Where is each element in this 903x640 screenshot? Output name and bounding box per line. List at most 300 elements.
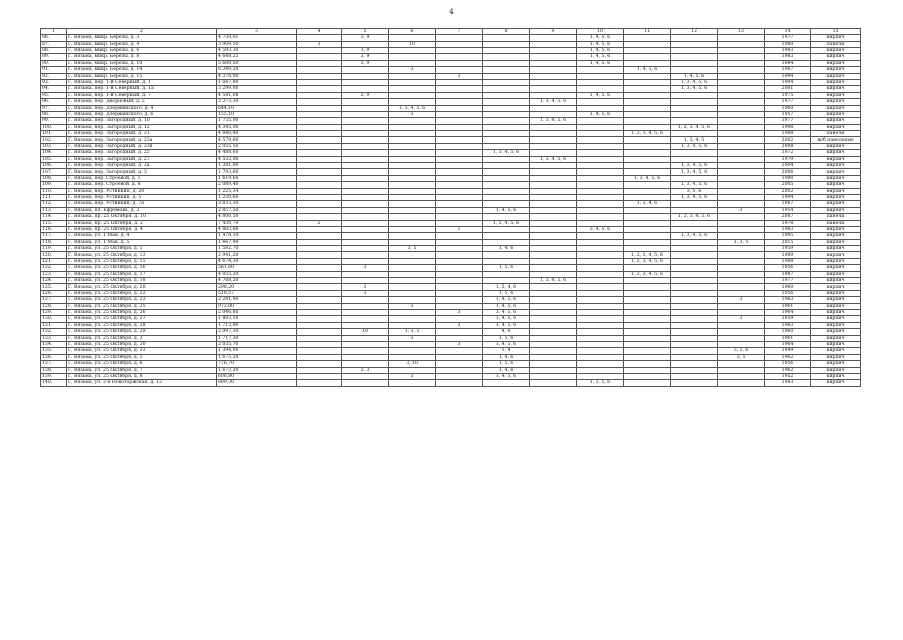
table-cell: 298,20 <box>217 284 297 290</box>
table-cell: 3, 9 <box>342 54 389 60</box>
table-cell: Г. Вязьма, пер. 1-й Северный, д. 1 <box>67 79 217 85</box>
table-cell: Г. Вязьма, пер. 1-й Северный, д. 7 <box>67 92 217 98</box>
table-cell: 1963 <box>765 322 811 328</box>
table-cell: 10 <box>389 41 436 47</box>
table-cell: 114. <box>41 214 67 220</box>
table-cell: Г. Вязьма, пер. Дзержинского, д. 4 <box>67 105 217 111</box>
table-cell: Г. Вязьма, пл. Ефремова, д. 3 <box>67 207 217 213</box>
table-cell: 1964 <box>765 310 811 316</box>
table-cell: 108. <box>41 175 67 181</box>
table-cell: кирпич <box>811 239 861 245</box>
table-cell: 115. <box>41 220 67 226</box>
table-cell: 4 648,25 <box>217 54 297 60</box>
table-cell: 1994 <box>765 194 811 200</box>
table-cell: 1, 3, 5, 6 <box>577 380 624 386</box>
table-cell: 3 <box>718 207 765 213</box>
table-cell: 1, 3, 4, 5, 6 <box>389 105 436 111</box>
table-cell: кирпич <box>811 73 861 79</box>
table-cell: Г. Вязьма, пер. Устинкин, д. 5 <box>67 194 217 200</box>
table-cell: 1998 <box>765 124 811 130</box>
table-cell: 3 <box>389 303 436 309</box>
table-cell: кирпич <box>811 246 861 252</box>
table-cell: 1 225,34 <box>217 188 297 194</box>
table-cell: 101. <box>41 131 67 137</box>
table-cell: 1977 <box>765 99 811 105</box>
table-cell: Г. Вязьма, пер. Загородный, д. 27 <box>67 156 217 162</box>
table-cell: кирпич <box>811 290 861 296</box>
table-cell: 1, 4 <box>483 348 530 354</box>
table-cell: Г. Вязьма, пр. 25 Октября, д. 4 <box>67 226 217 232</box>
table-cell <box>530 380 577 386</box>
table-cell: 3 373,30 <box>217 99 297 105</box>
table-cell: 135. <box>41 348 67 354</box>
table-cell: 86. <box>41 35 67 41</box>
table-cell <box>718 380 765 386</box>
table-cell <box>436 380 483 386</box>
table-cell: 3, 5, 6 <box>671 188 718 194</box>
table-cell: 2002 <box>765 188 811 194</box>
table-cell: 1988 <box>765 131 811 137</box>
table-cell: 2015 <box>765 239 811 245</box>
table-cell: 608,80 <box>217 373 297 379</box>
table-cell: 1959 <box>765 246 811 252</box>
table-cell: кирпич <box>811 297 861 303</box>
table-cell: кирпич <box>811 361 861 367</box>
table-cell: 776,70 <box>217 361 297 367</box>
table-cell: 105. <box>41 156 67 162</box>
table-cell: Г. Вязьма, ул. 25 Октября, д. 22 <box>67 290 217 296</box>
table-cell: 126. <box>41 290 67 296</box>
table-cell: панели <box>811 220 861 226</box>
table-cell: 1949 <box>765 348 811 354</box>
table-cell <box>342 380 389 386</box>
table-cell: 1, 4, 5, 6 <box>483 297 530 303</box>
table-cell: 1 667,90 <box>217 239 297 245</box>
table-cell: кирпич <box>811 92 861 98</box>
table-cell: 113. <box>41 207 67 213</box>
table-cell: кирпич <box>811 316 861 322</box>
table-cell: 1, 4, 5, 6 <box>483 303 530 309</box>
header-cell: 13 <box>718 29 765 35</box>
table-cell: Г. Вязьма, пр. 25 Октября, д. 10 <box>67 214 217 220</box>
table-cell: 93. <box>41 79 67 85</box>
table-cell: 2005 <box>765 182 811 188</box>
table-cell: 1, 4, 6 <box>483 246 530 252</box>
table-cell: 3, 9 <box>342 92 389 98</box>
table-cell: Г. Вязьма, пер. Загородный, д. 23а <box>67 137 217 143</box>
table-cell: 127. <box>41 297 67 303</box>
table-cell: 1984 <box>765 60 811 66</box>
table-cell: Г. Вязьма, ул. 2-я Новоторжская, д. 12 <box>67 380 217 386</box>
table-cell: 1995 <box>765 233 811 239</box>
table-cell: кирпич <box>811 354 861 360</box>
header-cell: 12 <box>671 29 718 35</box>
table-cell: панели <box>811 214 861 220</box>
table-cell: кирпич <box>811 341 861 347</box>
table-cell: 3 <box>389 67 436 73</box>
table-cell: кирпич <box>811 284 861 290</box>
table-cell: 3, 9 <box>342 47 389 53</box>
table-cell: кирпич <box>811 335 861 341</box>
table-cell: Г. Вязьма, ул. 25 Октября, д. 7 <box>67 367 217 373</box>
table-cell: кирпич <box>811 258 861 264</box>
table-cell: кирпич <box>811 79 861 85</box>
table-cell <box>483 380 530 386</box>
table-cell: 102. <box>41 137 67 143</box>
table-cell: 1983 <box>765 54 811 60</box>
table-cell: 111. <box>41 194 67 200</box>
table-cell: 1, 3, 4, 5, 6 <box>671 143 718 149</box>
table-cell: 2 055,50 <box>217 143 297 149</box>
table-cell: 2 857,50 <box>217 207 297 213</box>
table-cell: 3 <box>389 111 436 117</box>
table-cell: 1, 3, 4, 5, 6 <box>671 233 718 239</box>
table-cell: 1979 <box>765 156 811 162</box>
table-cell: 1, 2, 3, 4, 5, 6 <box>671 124 718 130</box>
table-cell: кирпич <box>811 233 861 239</box>
table-cell: 116. <box>41 226 67 232</box>
table-cell: Г. Вязьма, ул. 25 Октября, д. 28 <box>67 322 217 328</box>
table-cell: 3 <box>297 41 342 47</box>
table-cell: 132. <box>41 329 67 335</box>
table-cell: кирпич <box>811 188 861 194</box>
table-cell: 125. <box>41 284 67 290</box>
table-cell: 1987 <box>765 201 811 207</box>
table-cell: Г. Вязьма, ул. 25 Октября, д. 26 <box>67 310 217 316</box>
table-cell: Г. Вязьма, ул. 25 Октября, д. 25 <box>67 303 217 309</box>
table-cell: 3 <box>389 373 436 379</box>
table-cell <box>624 380 671 386</box>
table-cell: Г. Вязьма, пер. Загородный, д. 21 <box>67 131 217 137</box>
table-cell: 92. <box>41 73 67 79</box>
table-cell: 109. <box>41 182 67 188</box>
table-cell: 3 <box>718 316 765 322</box>
table-cell: 2007 <box>765 214 811 220</box>
table-cell: 1956 <box>765 265 811 271</box>
table-cell: 1963 <box>765 297 811 303</box>
table-cell: 103. <box>41 143 67 149</box>
table-cell: 100. <box>41 124 67 130</box>
table-cell: 3, 5, 6 <box>718 348 765 354</box>
table-cell: 4 730,01 <box>217 35 297 41</box>
table-cell: Г. Вязьма, ул. 25 Октября, д. 13 <box>67 252 217 258</box>
table-cell: 3 <box>342 290 389 296</box>
table-cell: Г. Вязьма, пер. 1-й Северный, д. 1а <box>67 86 217 92</box>
table-cell: Г. Вязьма, микр. Березы, д. 15 <box>67 73 217 79</box>
table-cell: 4 488,60 <box>217 150 297 156</box>
table-cell: 121. <box>41 258 67 264</box>
table-cell: 138. <box>41 367 67 373</box>
table-cell: Г. Вязьма, пер. Загородный, д. 25 <box>67 150 217 156</box>
table-cell: кирпич <box>811 252 861 258</box>
housing-table <box>40 28 861 387</box>
table-cell: 3 909,50 <box>217 41 297 47</box>
table-cell: 1956 <box>765 290 811 296</box>
table-cell: 1983 <box>765 226 811 232</box>
table-cell: 644,10 <box>217 105 297 111</box>
table-cell: 117. <box>41 233 67 239</box>
table-cell: 1 582,70 <box>217 246 297 252</box>
table-cell: 1, 4, 5, 6 <box>671 73 718 79</box>
table-cell: 1, 4, 5, 6 <box>483 373 530 379</box>
table-cell: 8 349,20 <box>217 67 297 73</box>
table-cell: Г. Вязьма, пер. Загородный, д. 3 <box>67 169 217 175</box>
header-cell: 11 <box>624 29 671 35</box>
table-cell: 1 220,60 <box>217 194 297 200</box>
header-cell: 8 <box>483 29 530 35</box>
header-cell: 1 <box>41 29 67 35</box>
table-cell: кирпич <box>811 271 861 277</box>
table-cell: 2008 <box>765 143 811 149</box>
table-cell: 91. <box>41 67 67 73</box>
table-cell: 1994 <box>765 73 811 79</box>
table-cell: Г. Вязьма, ул. 25 Октября, д. 27 <box>67 316 217 322</box>
table-cell: Г. Вязьма, пер. Дзержинского, д. 6 <box>67 111 217 117</box>
table-cell: 4 345,00 <box>217 124 297 130</box>
table-cell: 1954 <box>765 207 811 213</box>
table-cell: кирпич <box>811 182 861 188</box>
table-cell: 4 532,00 <box>217 156 297 162</box>
table-cell: 124. <box>41 278 67 284</box>
table-cell: 1, 3, 5 <box>718 239 765 245</box>
table-cell: кирпич <box>811 35 861 41</box>
table-cell: Г. Вязьма, ул. 25 Октября, д. 3 <box>67 335 217 341</box>
table-cell: 3 <box>389 335 436 341</box>
table-cell: 1, 3, 4, 5, 6 <box>671 194 718 200</box>
table-cell: 2001 <box>765 86 811 92</box>
table-cell: кирпич <box>811 310 861 316</box>
table-cell: 1960 <box>765 284 811 290</box>
table-cell: кирпич <box>811 124 861 130</box>
table-cell: 1, 4, 5, 6 <box>483 316 530 322</box>
table-cell: 133. <box>41 335 67 341</box>
table-cell: 1, 3, 4, 5, 6 <box>624 175 671 181</box>
header-cell: 2 <box>67 29 217 35</box>
table-cell: кирпич <box>811 99 861 105</box>
table-cell: 4 579,60 <box>217 137 297 143</box>
table-cell: 4, 6 <box>483 329 530 335</box>
table-cell: 2 <box>297 220 342 226</box>
table-cell: Г. Вязьма, ул. 25 Октября, д. 6 <box>67 361 217 367</box>
table-cell: кирпич <box>811 54 861 60</box>
table-cell: 1 803,10 <box>217 316 297 322</box>
table-cell: 1988 <box>765 258 811 264</box>
table-cell: 1962 <box>765 354 811 360</box>
table-cell: 1960 <box>765 105 811 111</box>
table-cell: 1961 <box>765 303 811 309</box>
table-cell: Г. Вязьма, ул. 25 Октября, д. 17 <box>67 271 217 277</box>
header-cell: 6 <box>389 29 436 35</box>
table-cell: 1, 4, 6 <box>483 367 530 373</box>
table-cell: Г. Вязьма, ул. 25 Октября, д. 8 <box>67 373 217 379</box>
table-cell: 4 378,00 <box>217 73 297 79</box>
table-cell: 107. <box>41 169 67 175</box>
table-cell: 1957 <box>765 111 811 117</box>
table-cell: 1 478,10 <box>217 233 297 239</box>
table-cell: кирпич <box>811 201 861 207</box>
table-cell: 1, 4, 5, 6 <box>624 67 671 73</box>
table-cell: 2006 <box>765 169 811 175</box>
table-cell: 1, 4, 5, 6 <box>577 92 624 98</box>
table-cell: кирпич <box>811 143 861 149</box>
table-cell: 1952 <box>765 373 811 379</box>
table-cell: 1, 3, 4, 6 <box>624 201 671 207</box>
table-cell: 1 381,00 <box>217 163 297 169</box>
table-cell: 2 035,70 <box>217 341 297 347</box>
table-cell: 87. <box>41 41 67 47</box>
table-cell: 4 593,30 <box>217 47 297 53</box>
table-cell: 3 <box>436 341 483 347</box>
table-cell: 1, 2, 3, 4, 5, 6 <box>624 271 671 277</box>
table-cell: 1, 2, 3, 4, 5, 6 <box>624 131 671 137</box>
table-cell: 1987 <box>765 271 811 277</box>
table-cell: 1 735,00 <box>217 118 297 124</box>
table-cell: 1, 2, 3, 4, 5, 6 <box>624 258 671 264</box>
table-cell: 4 840,40 <box>217 131 297 137</box>
table-cell: 3 <box>342 284 389 290</box>
table-cell: Г. Вязьма, ул. 25 Октября, д. 1 <box>67 246 217 252</box>
table-cell: 134. <box>41 341 67 347</box>
table-cell: Г. Вязьма, пер. Дворцовый, д. 2 <box>67 99 217 105</box>
table-cell: панели <box>811 41 861 47</box>
table-cell: Г. Вязьма, ул. 25 Октября, д. 30 <box>67 341 217 347</box>
table-cell: 88. <box>41 47 67 53</box>
table-cell: кирпич <box>811 329 861 335</box>
table-cell: 2 089,40 <box>217 182 297 188</box>
header-cell: 7 <box>436 29 483 35</box>
table-cell: 4 803,68 <box>217 226 297 232</box>
table-cell: Г. Вязьма, пер. Загородный, д. 12 <box>67 124 217 130</box>
table-cell: 1, 2, 3, 4, 5, 6 <box>671 214 718 220</box>
table-cell: 1, 3, 4, 5, 6 <box>530 278 577 284</box>
table-cell: 1, 3, 4, 5, 6 <box>671 163 718 169</box>
table-cell: 518,57 <box>217 290 297 296</box>
table-cell: 98. <box>41 111 67 117</box>
table-cell: Г. Вязьма, пер. Строевой, д. 8 <box>67 182 217 188</box>
table-cell: 3 299,00 <box>217 86 297 92</box>
table-cell: 1 619,60 <box>217 175 297 181</box>
table-cell: Г. Вязьма, пер. Устинкин, д. 7а <box>67 201 217 207</box>
table-cell: 4 768,20 <box>217 278 297 284</box>
table-cell: Г. Вязьма, ул. 1 Мая, д. 4 <box>67 233 217 239</box>
table-cell: 155,10 <box>217 111 297 117</box>
table-cell: Г. Вязьма, микр. Березы, д. 10 <box>67 60 217 66</box>
table-cell: 1964 <box>765 341 811 347</box>
table-cell: Г. Вязьма, пер. Строевой, д. 1 <box>67 175 217 181</box>
table-cell: 1990 <box>765 175 811 181</box>
table-cell: 1980 <box>765 41 811 47</box>
table-row <box>41 380 861 386</box>
table-cell: 99. <box>41 118 67 124</box>
table-cell: 3, 4, 5, 6 <box>577 226 624 232</box>
table-cell <box>297 380 342 386</box>
table-cell: 1978 <box>765 220 811 226</box>
table-cell: 104. <box>41 150 67 156</box>
table-cell: кирпич <box>811 265 861 271</box>
table-cell: 1, 3, 4, 5, 6 <box>671 169 718 175</box>
header-cell: 3 <box>217 29 297 35</box>
header-cell: 5 <box>342 29 389 35</box>
table-cell: кирпич <box>811 348 861 354</box>
table-cell: 1 717,30 <box>217 335 297 341</box>
table-cell: 1, 3, 5 <box>389 329 436 335</box>
table-cell: кирпич <box>811 322 861 328</box>
table-cell: Г. Вязьма, пер. Загородный, д. 2а <box>67 163 217 169</box>
table-cell: 1, 4, 6 <box>483 354 530 360</box>
table-cell: 2 097,30 <box>217 329 297 335</box>
table-cell: 1, 3, 4, 5, 6 <box>483 150 530 156</box>
header-cell: 14 <box>765 29 811 35</box>
table-cell: Г. Вязьма, ул. 25 Октября, д. 33 <box>67 348 217 354</box>
table-cell: 123. <box>41 271 67 277</box>
table-cell: 120. <box>41 252 67 258</box>
table-cell: 119. <box>41 246 67 252</box>
table-cell: Г. Вязьма, ул. 25 Октября, д. 20 <box>67 284 217 290</box>
table-cell <box>671 380 718 386</box>
table-cell: 1 673,20 <box>217 367 297 373</box>
table-cell: Г. Вязьма, ул. 25 Октября, д. 18 <box>67 278 217 284</box>
table-cell: Г. Вязьма, пер. Загородный, д. 10 <box>67 118 217 124</box>
table-cell: 1, 4, 5, 6 <box>577 41 624 47</box>
table-cell: кирпич <box>811 67 861 73</box>
table-cell: кирпич <box>811 118 861 124</box>
table-cell: Г. Вязьма, ул. 25 Октября, д. 29 <box>67 329 217 335</box>
table-cell: 2 241,90 <box>217 297 297 303</box>
table-cell: 1983 <box>765 47 811 53</box>
table-cell: 1, 3, 4, 5 <box>671 137 718 143</box>
table-cell: 128. <box>41 303 67 309</box>
table-cell: кирпич <box>811 86 861 92</box>
table-cell: 118. <box>41 239 67 245</box>
table-cell: 1, 4, 5, 6 <box>577 111 624 117</box>
table-cell: ж/б панельные <box>811 137 861 143</box>
table-cell: Г. Вязьма, пер. Устинкин, д. 20 <box>67 188 217 194</box>
table-cell: 139. <box>41 373 67 379</box>
table-cell: кирпич <box>811 373 861 379</box>
table-cell: 1, 4, 5, 6 <box>577 54 624 60</box>
table-cell: 95. <box>41 92 67 98</box>
table-cell: 972,00 <box>217 303 297 309</box>
table-cell: 131. <box>41 322 67 328</box>
table-cell: 1 713,80 <box>217 322 297 328</box>
table-cell: кирпич <box>811 60 861 66</box>
table-cell: кирпич <box>811 169 861 175</box>
table-cell: 89. <box>41 54 67 60</box>
table-cell: 7 430,70 <box>217 220 297 226</box>
table-cell: 3 <box>436 310 483 316</box>
table-cell: 1 047,80 <box>217 79 297 85</box>
table-cell: кирпич <box>811 207 861 213</box>
table-cell: Г. Вязьма, ул. 25 Октября, д. 23 <box>67 297 217 303</box>
table-cell: 106. <box>41 163 67 169</box>
table-cell: панели <box>811 131 861 137</box>
table-cell: 2002 <box>765 137 811 143</box>
table-cell: 1977 <box>765 118 811 124</box>
table-cell: 1, 5, 4, 6 <box>483 284 530 290</box>
table-cell: 2004 <box>765 163 811 169</box>
table-cell: 1, 2, 3, 4, 5, 6 <box>624 252 671 258</box>
table-cell: 3 <box>342 265 389 271</box>
header-cell: 4 <box>297 29 342 35</box>
table-cell: 2 046,80 <box>217 310 297 316</box>
table-cell: 90. <box>41 60 67 66</box>
table-cell: 1, 3, 4, 5, 6 <box>671 79 718 85</box>
table-cell: 1, 4, 5, 6 <box>483 207 530 213</box>
table-cell: 1, 4, 5, 6 <box>577 35 624 41</box>
table-cell: кирпич <box>811 150 861 156</box>
table-cell: 3, 9 <box>342 60 389 66</box>
table-cell: Г. Вязьма, микр. Березы, д. 14 <box>67 67 217 73</box>
